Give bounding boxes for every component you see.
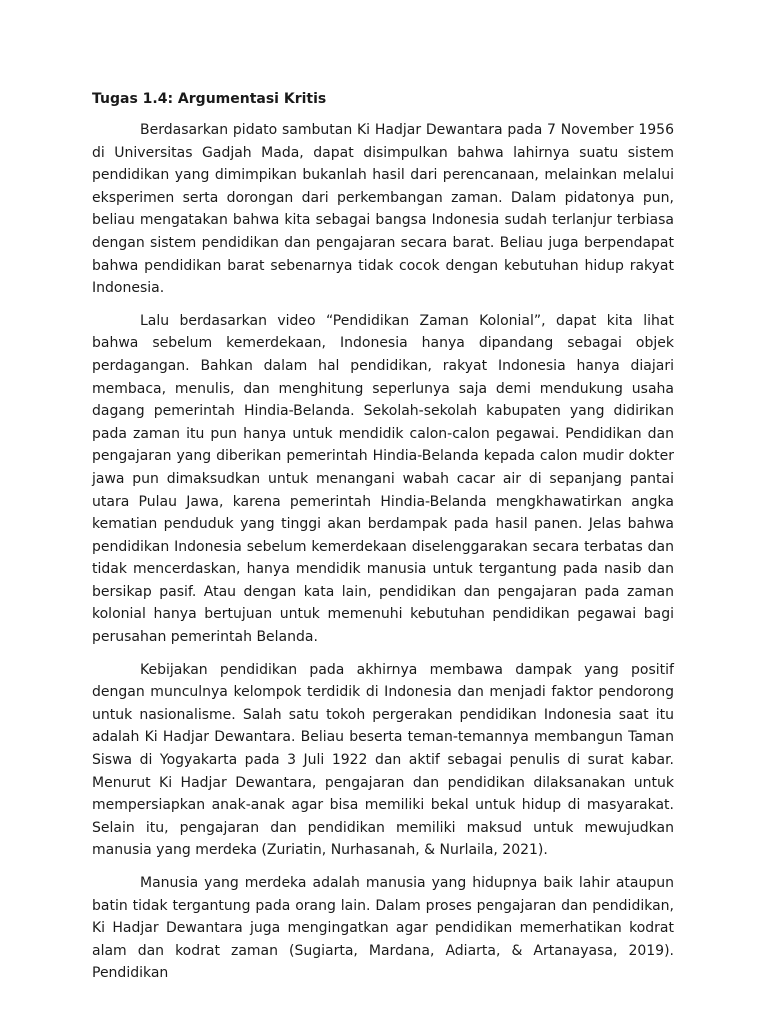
document-page xyxy=(92,88,674,995)
paragraph-3: Kebijakan pendidikan pada akhirnya membawa dampak yang positif dengan munculnya kelompok terdidik di Indonesia dan menjadi faktor pendorong untuk nasionalisme. Salah satu tokoh pergerakan pendidikan Indonesia saat itu adalah Ki Hadjar Dewantara. Beliau beserta teman-temannya membangun Taman Siswa di Yogyakarta pada 3 Juli 1922 dan aktif sebagai penulis di surat kabar. Menurut Ki Hadjar Dewantara, pengajaran dan pendidikan dilaksanakan untuk mempersiapkan anak-anak agar bisa memiliki bekal untuk hidup di masyarakat. Selain itu, pengajaran dan pendidikan memiliki maksud untuk mewujudkan manusia yang merdeka (Zuriatin, Nurhasanah, & Nurlaila, 2021). xyxy=(92,661,674,859)
paragraph-2: Lalu berdasarkan video “Pendidikan Zaman Kolonial”, dapat kita lihat bahwa sebelum kemerdekaan, Indonesia hanya dipandang sebagai objek perdagangan. Bahkan dalam hal pendidikan, rakyat Indonesia hanya diajari membaca, menulis, dan menghitung seperlunya saja demi mendukung usaha dagang pemerintah Hindia-Belanda. Sekolah-sekolah kabupaten yang didirikan pada zaman itu pun hanya untuk mendidik calon-calon pegawai. Pendidikan dan pengajaran yang diberikan pemerintah Hindia-Belanda kepada calon mudir dokter jawa pun dimaksudkan untuk menangani wabah cacar air di sepanjang pantai utara Pulau Jawa, karena pemerintah Hindia-Belanda mengkhawatirkan angka kematian penduduk yang tinggi akan berdampak pada hasil panen. Jelas bahwa pendidikan Indonesia sebelum kemerdekaan diselenggarakan secara terbatas dan tidak mencerdaskan, hanya mendidik manusia untuk tergantung pada nasib dan bersikap pasif. Atau dengan kata lain, pendidikan dan pengajaran pada zaman kolonial hanya bertujuan untuk memenuhi kebutuhan pendidikan pegawai bagi perusahan pemerintah Belanda. xyxy=(92,312,674,646)
paragraph-4: Manusia yang merdeka adalah manusia yang hidupnya baik lahir ataupun batin tidak tergantung pada orang lain. Dalam proses pengajaran dan pendidikan, Ki Hadjar Dewantara juga mengingatkan agar pendidikan memerhatikan kodrat alam dan kodrat zaman (Sugiarta, Mardana, Adiarta, & Artanayasa, 2019). Pendidikan xyxy=(92,875,674,982)
document-heading: Tugas 1.4: Argumentasi Kritis xyxy=(92,91,327,107)
paragraph-1: Berdasarkan pidato sambutan Ki Hadjar Dewantara pada 7 November 1956 di Universitas Gadjah Mada, dapat disimpulkan bahwa lahirnya suatu sistem pendidikan yang dimimpikan bukanlah hasil dari perencanaan, melainkan melalui eksperimen serta dorongan dari perkembangan zaman. Dalam pidatonya pun, beliau mengatakan bahwa kita sebagai bangsa Indonesia sudah terlanjur terbiasa dengan sistem pendidikan dan pengajaran secara barat. Beliau juga berpendapat bahwa pendidikan barat sebenarnya tidak cocok dengan kebutuhan hidup rakyat Indonesia. xyxy=(92,122,674,297)
